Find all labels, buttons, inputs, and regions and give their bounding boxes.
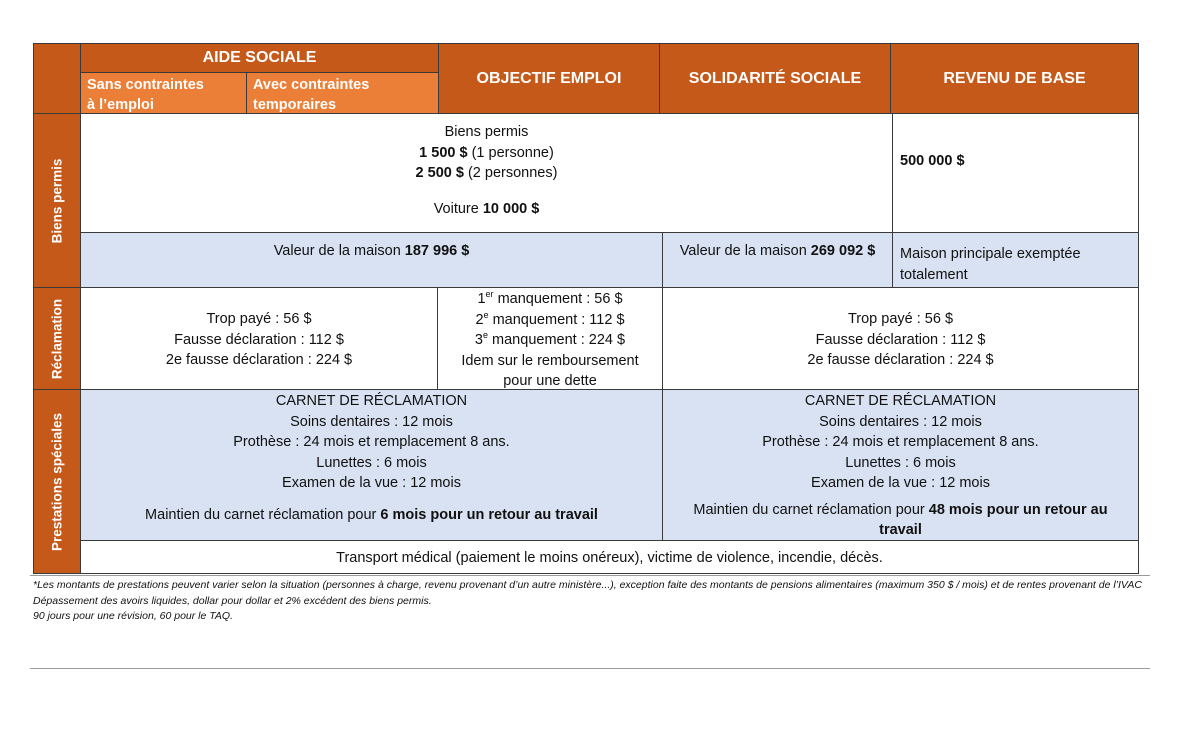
side-label-prestations xyxy=(33,389,81,574)
sans-contraintes-line-2: à l’emploi xyxy=(87,97,154,113)
maison-label-right: Valeur de la maison xyxy=(679,243,811,259)
side-label-biens-permis xyxy=(33,113,81,288)
m3-sup: e xyxy=(483,330,489,341)
maison-label-left: Valeur de la maison xyxy=(273,243,405,259)
m3-text: manquement : 224 $ xyxy=(488,332,626,348)
avec-contraintes-line-1: Avec contraintes xyxy=(253,77,370,93)
maison-amount-left: 187 996 $ xyxy=(404,243,470,259)
header-corner xyxy=(33,43,81,114)
biens-two-suffix: (2 personnes) xyxy=(463,165,558,181)
side-label-reclamation xyxy=(33,287,81,390)
header-avec-contraintes xyxy=(246,72,439,114)
reclamation-right-cell xyxy=(662,287,1139,390)
reclamation-middle-cell xyxy=(437,287,663,390)
side-text-prestations: Prestations spéciales xyxy=(49,412,65,551)
maintien-right xyxy=(663,500,1138,541)
m3-num: 3 xyxy=(474,332,483,348)
prestations-right-cell xyxy=(662,389,1139,541)
manquement-1 xyxy=(438,289,662,310)
biens-one-amount: 1 500 $ xyxy=(419,144,468,161)
m2-num: 2 xyxy=(475,311,484,328)
reclamation-right-line-1: Trop payé : 56 $ xyxy=(847,311,954,327)
maison-amount-right: 269 092 $ xyxy=(810,243,876,259)
m1-text: manquement : 56 $ xyxy=(493,291,623,307)
pour-une-dette: pour une dette xyxy=(503,373,597,389)
biens-two-amount: 2 500 $ xyxy=(415,165,464,181)
m2-text: manquement : 112 $ xyxy=(488,311,625,328)
prothese-left: Prothèse : 24 mois et remplacement 8 ans. xyxy=(233,434,510,450)
maintien-label-right: Maintien du carnet réclamation pour xyxy=(693,501,929,518)
notes-divider-top xyxy=(30,575,1150,576)
maintien-bold-left: 6 mois pour un retour au travail xyxy=(380,506,598,523)
maison-value-right-cell xyxy=(662,232,893,288)
soins-dentaires-left: Soins dentaires : 12 mois xyxy=(290,413,453,430)
footnote-2: Dépassement des avoirs liquides, dollar pour dollar et 2% excédent des biens permis. xyxy=(33,594,432,607)
side-text-reclamation: Réclamation xyxy=(49,298,65,379)
lunettes-left: Lunettes : 6 mois xyxy=(316,454,427,471)
header-aide-sociale: AIDE SOCIALE xyxy=(80,43,439,73)
m1-num: 1 xyxy=(477,291,486,307)
revenu-base-amount-cell: 500 000 $ xyxy=(892,113,1139,233)
header-solidarite-sociale: SOLIDARITÉ SOCIALE xyxy=(659,43,891,114)
notes-divider-bottom xyxy=(30,668,1150,669)
biens-permis-main-cell xyxy=(80,113,893,233)
footnote-1: *Les montants de prestations peuvent varier selon la situation (personnes à charge, revenu provenant d’un autre ministère...), exception faite des montants de pensions alimentaires (maximum 350 $ / mois) et de rentes provenant de l’IVAC xyxy=(33,579,1142,591)
idem-remboursement: Idem sur le remboursement xyxy=(461,352,639,369)
reclamation-left-cell xyxy=(80,287,438,390)
biens-permis-one-person xyxy=(81,143,892,164)
side-text-biens-permis: Biens permis xyxy=(49,158,65,243)
reclamation-right-line-3: 2e fausse déclaration : 224 $ xyxy=(807,352,994,368)
reclamation-left-line-3: 2e fausse déclaration : 224 $ xyxy=(165,352,353,368)
maintien-bold-right: 48 mois pour un retour au travail xyxy=(879,501,1108,538)
manquement-3 xyxy=(438,330,662,351)
reclamation-left-line-1: Trop payé : 56 $ xyxy=(206,311,312,327)
header-revenu-de-base: REVENU DE BASE xyxy=(890,43,1139,114)
m1-sup: er xyxy=(485,289,494,300)
voiture-amount: 10 000 $ xyxy=(482,200,540,217)
maison-exempt-cell: Maison principale exemptée totalement xyxy=(892,232,1139,288)
avec-contraintes-line-2: temporaires xyxy=(253,97,337,113)
carnet-title-left: CARNET DE RÉCLAMATION xyxy=(275,393,468,409)
prothese-right: Prothèse : 24 mois et remplacement 8 ans. xyxy=(762,434,1039,450)
header-objectif-emploi: OBJECTIF EMPLOI xyxy=(438,43,660,114)
header-sans-contraintes xyxy=(80,72,247,114)
m2-sup: e xyxy=(483,309,489,320)
prestations-left-cell xyxy=(80,389,663,541)
examen-vue-right: Examen de la vue : 12 mois xyxy=(811,475,990,491)
manquement-2 xyxy=(438,310,662,331)
reclamation-right-line-2: Fausse déclaration : 112 $ xyxy=(815,331,986,348)
sans-contraintes-line-1: Sans contraintes xyxy=(87,77,204,93)
transport-cell: Transport médical (paiement le moins onéreux), victime de violence, incendie, décès. xyxy=(80,540,1139,574)
carnet-title-right: CARNET DE RÉCLAMATION xyxy=(804,393,997,409)
examen-vue-left: Examen de la vue : 12 mois xyxy=(282,475,461,491)
reclamation-left-line-2: Fausse déclaration : 112 $ xyxy=(174,331,344,348)
maintien-left xyxy=(81,505,662,526)
footnote-3: 90 jours pour une révision, 60 pour le TAQ. xyxy=(33,610,233,622)
biens-permis-title: Biens permis xyxy=(444,124,529,140)
biens-permis-two-persons xyxy=(81,163,892,184)
maintien-label-left: Maintien du carnet réclamation pour xyxy=(145,506,381,523)
lunettes-right: Lunettes : 6 mois xyxy=(845,454,956,471)
voiture-label: Voiture xyxy=(433,200,483,217)
biens-permis-voiture xyxy=(81,199,892,220)
footnotes xyxy=(33,578,1153,625)
maison-value-left-cell xyxy=(80,232,663,288)
soins-dentaires-right: Soins dentaires : 12 mois xyxy=(819,413,982,430)
biens-one-suffix: (1 personne) xyxy=(467,144,554,161)
